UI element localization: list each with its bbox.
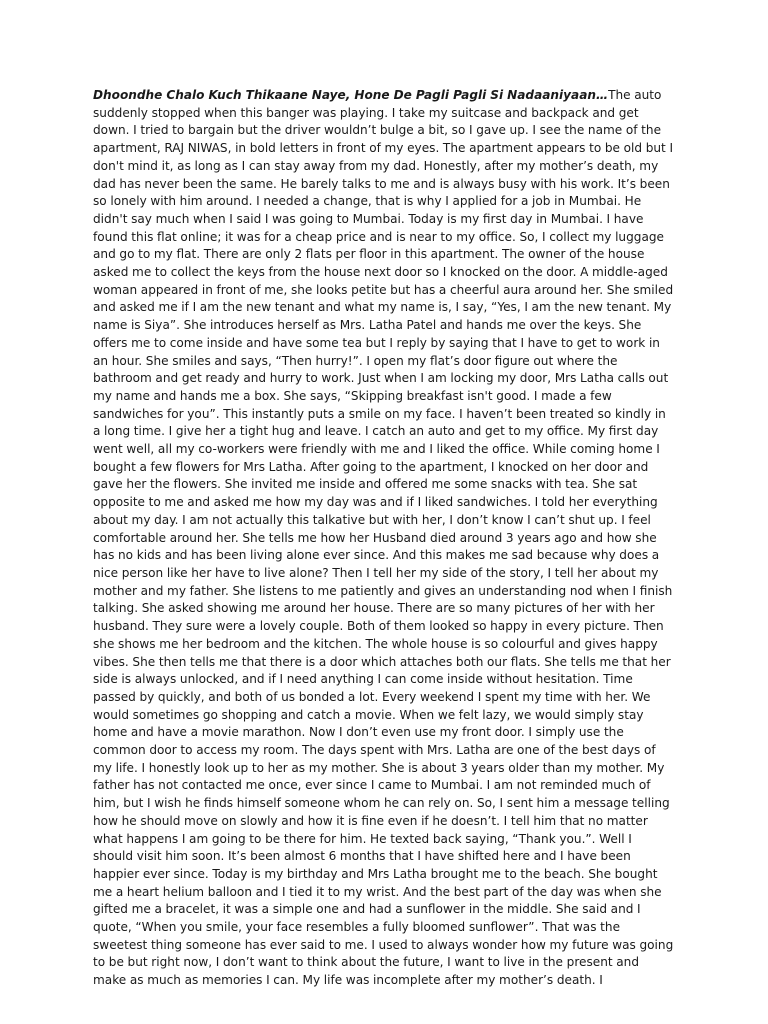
story-paragraph <box>93 87 675 990</box>
song-title: Dhoondhe Chalo Kuch Thikaane Naye, Hone De Pagli Pagli Si Nadaaniyaan… <box>93 88 609 102</box>
story-body: The auto suddenly stopped when this banger was playing. I take my suitcase and backpack and get down. I tried to bargain but the driver wouldn’t bulge a bit, so I gave up. I see the name of the apartment, RAJ NIWAS, in bold letters in front of my eyes. The apartment appears to be old but I don't mind it, as long as I can stay away from my dad. Honestly, after my mother’s death, my dad has never been the same. He barely talks to me and is always busy with his work. It’s been so lonely with him around. I needed a change, that is why I applied for a job in Mumbai. He didn't say much when I said I was going to Mumbai. Today is my first day in Mumbai. I have found this flat online; it was for a cheap price and is near to my office. So, I collect my luggage and go to my flat. There are only 2 flats per floor in this apartment. The owner of the house asked me to collect the keys from the house next door so I knocked on the door. A middle-aged woman appeared in front of me, she looks petite but has a cheerful aura around her. She smiled and asked me if I am the new tenant and what my name is, I say, “Yes, I am the new tenant. My name is Siya”. She introduces herself as Mrs. Latha Patel and hands me over the keys. She offers me to come inside and have some tea but I reply by saying that I have to get to work in an hour. She smiles and says, “Then hurry!”. I open my flat’s door figure out where the bathroom and get ready and hurry to work. Just when I am locking my door, Mrs Latha calls out my name and hands me a box. She says, “Skipping breakfast isn't good. I made a few sandwiches for you”. This instantly puts a smile on my face. I haven’t been treated so kindly in a long time. I give her a tight hug and leave. I catch an auto and get to my office. My first day went well, all my co-workers were friendly with me and I liked the office. While coming home I bought a few flowers for Mrs Latha. After going to the apartment, I knocked on her door and gave her the flowers. She invited me inside and offered me some snacks with tea. She sat opposite to me and asked me how my day was and if I liked sandwiches. I told her everything about my day. I am not actually this talkative but with her, I don’t know I can’t shut up. I feel comfortable around her. She tells me how her Husband died around 3 years ago and how she has no kids and has been living alone ever since. And this makes me sad because why does a nice person like her have to live alone? Then I tell her my side of the story, I tell her about my mother and my father. She listens to me patiently and gives an understanding nod when I finish talking. She asked showing me around her house. There are so many pictures of her with her husband. They sure were a lovely couple. Both of them looked so happy in every picture. Then she shows me her bedroom and the kitchen. The whole house is so colourful and gives happy vibes. She then tells me that there is a door which attaches both our flats. She tells me that her side is always unlocked, and if I need anything I can come inside without hesitation. Time passed by quickly, and both of us bonded a lot. Every weekend I spent my time with her. We would sometimes go shopping and catch a movie. When we felt lazy, we would simply stay home and have a movie marathon. Now I don’t even use my front door. I simply use the common door to access my room. The days spent with Mrs. Latha are one of the best days of my life. I honestly look up to her as my mother. She is about 3 years older than my mother. My father has not contacted me once, ever since I came to Mumbai. I am not reminded much of him, but I wish he finds himself someone whom he can rely on. So, I sent him a message telling how he should move on slowly and how it is fine even if he doesn’t. I tell him that no matter what happens I am going to be there for him. He texted back saying, “Thank you.”. Well I should visit him soon. It’s been almost 6 months that I have shifted here and I have been happier ever since. Today is my birthday and Mrs Latha brought me to the beach. She bought me a heart helium balloon and I tied it to my wrist. And the best part of the day was when she gifted me a bracelet, it was a simple one and had a sunflower in the middle. She said and I quote, “When you smile, your face resembles a fully bloomed sunflower”. That was the sweetest thing someone has ever said to me. I used to always wonder how my future was going to be but right now, I don’t want to think about the future, I want to live in the present and make as much as memories I can. My life was incomplete after my mother’s death. I <box>93 88 674 988</box>
